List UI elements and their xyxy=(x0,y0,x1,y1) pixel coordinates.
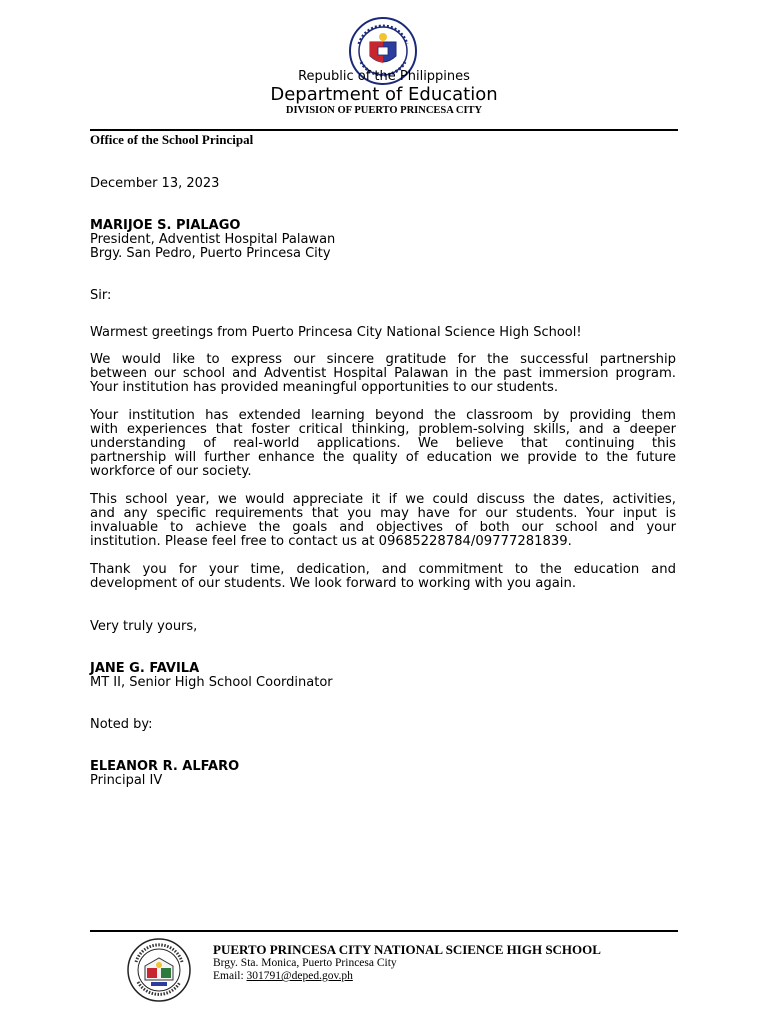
noter-name: ELEANOR R. ALFARO xyxy=(90,759,240,774)
republic-heading: Republic of the Philippines xyxy=(298,69,470,84)
paragraph-line: We would like to express our sincere gratitude for the successful partnership xyxy=(90,352,676,367)
paragraph-line: Thank you for your time, dedication, and commitment to the education and xyxy=(90,562,676,577)
greeting-paragraph: Warmest greetings from Puerto Princesa City National Science High School! xyxy=(90,325,582,340)
noted-by-label: Noted by: xyxy=(90,717,153,732)
paragraph-line: Your institution has provided meaningful opportunities to our students. xyxy=(90,380,559,395)
footer-address: Brgy. Sta. Monica, Puerto Princesa City xyxy=(213,957,397,969)
paragraph-line: partnership will further enhance the quality of education we provide to the future xyxy=(90,450,676,465)
footer-email-label: Email: xyxy=(213,970,247,982)
recipient-address: Brgy. San Pedro, Puerto Princesa City xyxy=(90,246,331,261)
department-heading: Department of Education xyxy=(270,84,498,105)
paragraph-line: This school year, we would appreciate it if we could discuss the dates, activities, xyxy=(90,492,676,507)
school-seal-logo xyxy=(127,938,191,1002)
division-heading: DIVISION OF PUERTO PRINCESA CITY xyxy=(285,105,483,116)
paragraph-line: institution. Please feel free to contact us at 09685228784/09777281839. xyxy=(90,534,572,549)
signatory-name: JANE G. FAVILA xyxy=(90,661,200,676)
paragraph-line: development of our students. We look forward to working with you again. xyxy=(90,576,577,591)
paragraph-line: invaluable to achieve the goals and objectives of both our school and your xyxy=(90,520,676,535)
footer-email-row xyxy=(213,970,353,982)
office-label: Office of the School Principal xyxy=(90,132,254,147)
paragraph-line: between our school and Adventist Hospital Palawan in the past immersion program. xyxy=(90,366,676,381)
signatory-title: MT II, Senior High School Coordinator xyxy=(90,675,333,690)
paragraph-line: and any specific requirements that you may have for our students. Your input is xyxy=(90,506,676,521)
salutation: Sir: xyxy=(90,288,112,303)
letter-date: December 13, 2023 xyxy=(90,176,220,191)
closing: Very truly yours, xyxy=(90,619,198,634)
recipient-title: President, Adventist Hospital Palawan xyxy=(90,232,336,247)
paragraph-line: workforce of our society. xyxy=(90,464,252,479)
paragraph-line: understanding of real-world applications. We believe that continuing this xyxy=(90,436,676,451)
header-divider xyxy=(90,129,678,131)
paragraph-line: with experiences that foster critical thinking, problem-solving skills, and a deeper xyxy=(90,422,676,437)
noter-title: Principal IV xyxy=(90,773,163,788)
footer-school-name: PUERTO PRINCESA CITY NATIONAL SCIENCE HIGH SCHOOL xyxy=(213,942,601,957)
recipient-name: MARIJOE S. PIALAGO xyxy=(90,218,241,233)
footer-email-link[interactable]: 301791@deped.gov.ph xyxy=(246,970,353,982)
paragraph-line: Your institution has extended learning beyond the classroom by providing them xyxy=(90,408,676,423)
footer-divider xyxy=(90,930,678,932)
